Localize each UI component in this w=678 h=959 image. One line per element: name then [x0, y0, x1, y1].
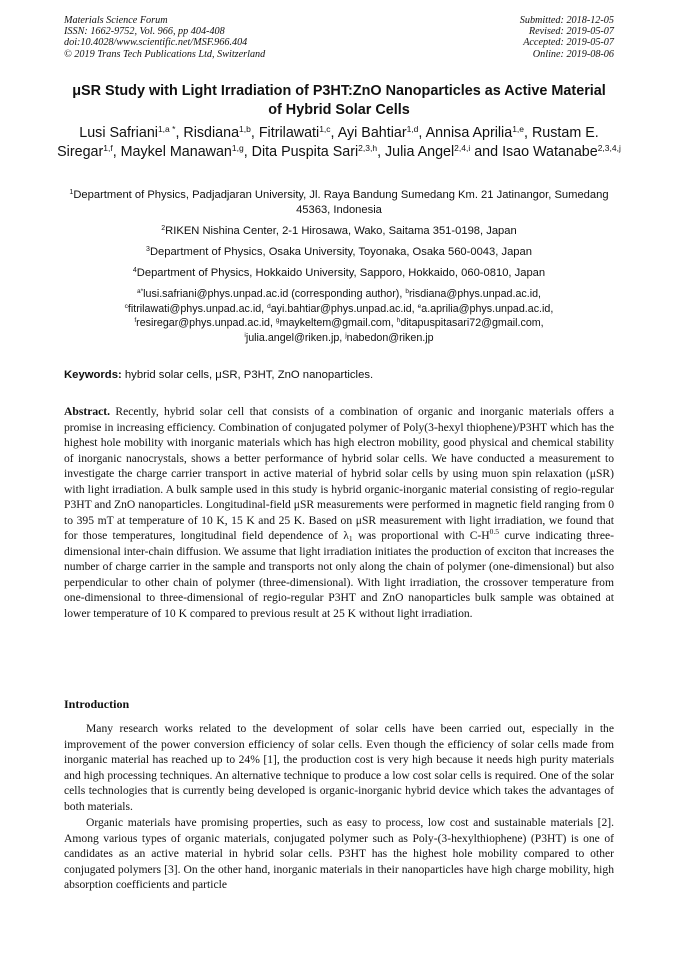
introduction-paragraph-1: Many research works related to the development of solar cells have been carried out, especially in the improvement of the power conversion efficiency of solar cells. Even though the efficiency of solar cells made from inorganic material has reached up to 24% [1], the production cost is very high because it needs high purity materials and high processing techniques. An alternative technique to produce a low cost solar cells is required. One of the solar cells technologies that is currently being developed is organic-inorganic hybrid device which takes the advantages of both materials. [64, 722, 614, 813]
author-name: Julia Angel [385, 143, 455, 160]
author-name: Lusi Safriani [79, 125, 158, 141]
author-affiliation-mark: 2,3,h [358, 142, 378, 153]
author-name: Fitrilawati [258, 125, 320, 141]
keywords-text: hybrid solar cells, μSR, P3HT, ZnO nanoparticles. [121, 369, 374, 381]
author-name: Risdiana [183, 125, 240, 141]
author-name: Annisa Aprilia [425, 125, 513, 141]
affiliation-3: $^3$Department of Physics, Osaka University, Toyonaka, Osaka 560-0043, Japan [146, 246, 532, 258]
journal-doi: doi:10.4028/www.scientific.net/MSF.966.404 [64, 37, 248, 49]
paper-title: μSR Study with Light Irradiation of P3HT:ZnO Nanoparticles as Active Material of Hybrid Solar Cells [72, 83, 606, 118]
author-name: Dita Puspita Sari [251, 143, 359, 160]
journal-name: Materials Science Forum [64, 15, 168, 26]
affiliation-4: $^4$Department of Physics, Hokkaido University, Sapporo, Hokkaido, 060-0810, Japan [132, 267, 546, 279]
author-affiliation-mark: 1,d [406, 124, 419, 134]
email-link[interactable]: maykeltem@gmail.com, [279, 317, 397, 330]
author-name: Rustam E. Siregar [57, 125, 599, 160]
author-affiliation-mark: 1,g [231, 142, 244, 153]
email-link[interactable]: lusi.safriani@phys.unpad.ac.id (corresponding author), [143, 288, 406, 300]
journal-copyright: © 2019 Trans Tech Publications Ltd, Switzerland [64, 48, 266, 60]
author-emails: $^{a*}$lusi.safriani@phys.unpad.ac.id (corresponding author), $^b$risdiana@phys.unpad.ac.id, $^c$fitrilawati@phys.unpad.ac.id, $^d$ayi.bahtiar@phys.unpad.ac.id, $^e$a.aprilia@phys.unpad.ac.id, $^f$resiregar@phys.unpad.ac.id, $^g$maykeltem@gmail.com, $^h$ditapuspitasari72@gmail.com, $^i$julia.angel@riken.jp, $^j$nabedon@riken.jp [124, 288, 554, 344]
email-link[interactable]: resiregar@phys.unpad.ac.id, [136, 317, 276, 330]
journal-issn: ISSN: 1662-9752, Vol. 966, pp 404-408 [64, 26, 225, 38]
author-affiliation-mark: 2,3,4,j [597, 142, 621, 153]
abstract: Abstract. Recently, hybrid solar cell that consists of a combination of organic and inorganic materials offers a promise in increasing efficiency. Combination of conjugated polymer of Poly(3-hexyl thiophene)/P3HT which has the highest hole mobility with inorganic materials which has high electron mobility, good physical and chemical stability of inorganic nanocrystals, shows a better performance of hybrid solar cells. We have conducted a measurement to investigate the charge carrier transport in active material of hybrid solar cells by using muon spin relaxation (μSR) with light irradiation. A bulk sample used in this study is hybrid organic-inorganic material consisting of regio-regular P3HT and ZnO nanoparticles. Longitudinal-field μSR measurements were performed in magnetic field ranging from 0 to 395 mT at temperature of 10 K, 15 K and 25 K. Based on μSR measurement with light irradiation, we found that for those temperatures, longitudinal field dependence of $\lambda_1$ was proportional with $C-H^{0.5}$ curve indicating three-dimensional inter-chain diffusion. We assume that light irradiation initiates the production of exciton that increases the number of charge carrier in the sample and transports not only along the chain of polymer (one-dimensional) but also perpendicular to other chain of polymer (three-dimensional). With light irradiation, the crossover temperature from one-dimensional to three-dimensional of regio-regular P3HT and ZnO nanoparticles bulk sample was obtained at lower temperature of 10 K compared to previous result at 25 K without light irradiation. [64, 405, 614, 620]
keywords-label: Keywords: [64, 369, 122, 381]
section-heading-introduction: Introduction [64, 697, 130, 711]
date-online: Online: 2019-08-06 [532, 48, 614, 60]
author-affiliation-mark: 1,a * [157, 124, 176, 134]
journal-info [64, 15, 265, 60]
affiliation-2: $^2$RIKEN Nishina Center, 2-1 Hirosawa, Wako, Saitama 351-0198, Japan [161, 225, 517, 237]
email-link[interactable]: ayi.bahtiar@phys.unpad.ac.id, [270, 302, 418, 315]
email-link[interactable]: a.aprilia@phys.unpad.ac.id, [421, 302, 554, 315]
author-affiliation-mark: 1,b [239, 124, 251, 134]
affiliation-1: $^1$Department of Physics, Padjadjaran University, Jl. Raya Bandung Sumedang Km. 21 Jatinangor, Sumedang 45363, Indonesia [69, 189, 609, 216]
email-link[interactable]: fitrilawati@phys.unpad.ac.id, [127, 302, 268, 315]
email-link[interactable]: ditapuspitasari72@gmail.com, [400, 317, 544, 330]
author-name: Isao Watanabe [502, 143, 598, 160]
author-list: Lusi Safriani$^{1,a *}$, Risdiana$^{1,b}$, Fitrilawati$^{1,c}$, Ayi Bahtiar$^{1,d}$, Annisa Aprilia$^{1,e}$, Rustam E. Siregar$^{1,f}$, Maykel Manawan$^{1,g}$, Dita Puspita Sari$^{2,3,h}$, Julia Angel$^{2,4,i}$ and Isao Watanabe$^{2,3,4,j}$ [57, 124, 621, 160]
author-affiliation-mark: 1,e [512, 124, 525, 134]
author-name: Ayi Bahtiar [337, 125, 407, 141]
author-affiliation-mark: 1,f [103, 142, 113, 153]
email-link[interactable]: risdiana@phys.unpad.ac.id, [408, 288, 541, 300]
date-submitted: Submitted: 2018-12-05 [519, 15, 614, 26]
email-link[interactable]: julia.angel@riken.jp, [245, 331, 346, 344]
date-revised: Revised: 2019-05-07 [528, 26, 614, 38]
author-affiliation-mark: 2,4,i [454, 142, 471, 153]
email-link[interactable]: nabedon@riken.jp [346, 331, 434, 344]
abstract-label: Abstract. [64, 405, 111, 418]
author-name: Maykel Manawan [120, 143, 232, 160]
date-accepted: Accepted: 2019-05-07 [523, 37, 614, 49]
keywords [64, 368, 614, 382]
introduction-paragraph-2: Organic materials have promising properties, such as easy to process, low cost and sustainable materials [2]. Among various types of organic materials, conjugated polymer such as Poly-(3-hexylthiophene) (P3HT) is one of candidates as an active material in hybrid solar cells. P3HT has the highest hole mobility compared to other conjugated polymers [3]. On the other hand, inorganic materials in their nanoparticles have high charge mobility, high absorption coefficients and particle [64, 816, 614, 892]
submission-dates [520, 15, 614, 60]
author-affiliation-mark: 1,c [319, 124, 331, 134]
